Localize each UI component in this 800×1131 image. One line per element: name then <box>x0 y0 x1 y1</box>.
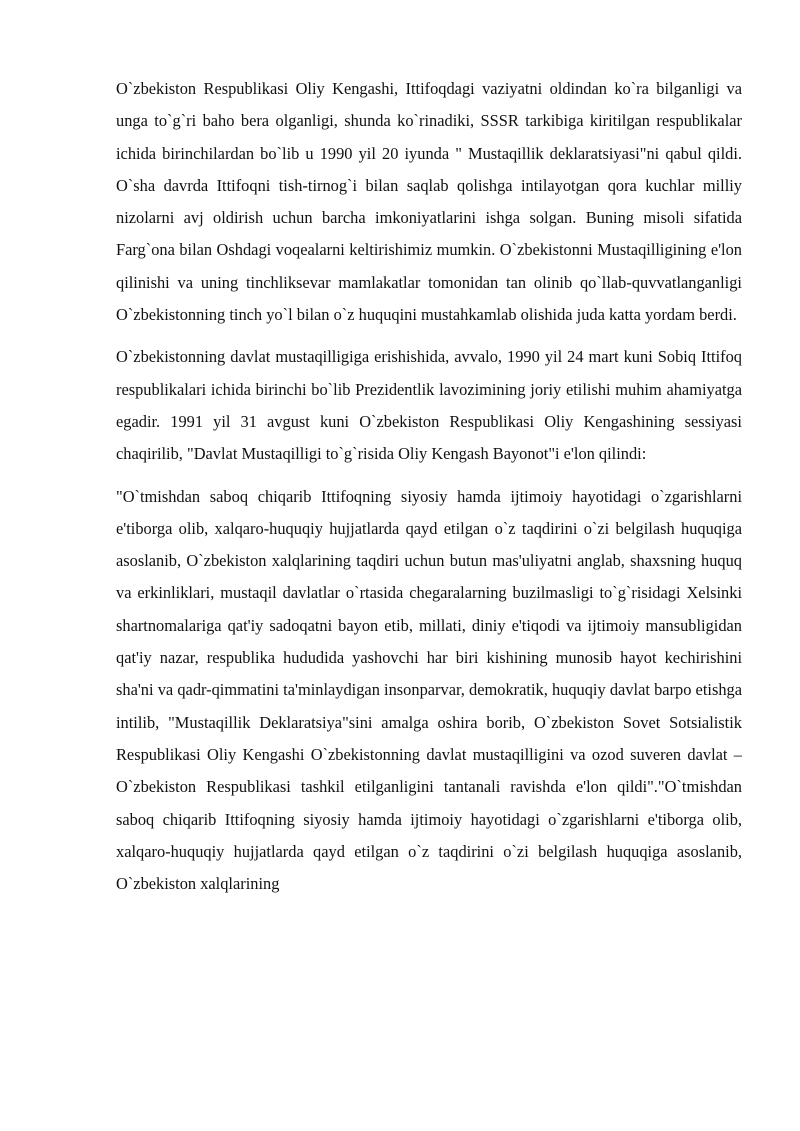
paragraph-3: "O`tmishdan saboq chiqarib Ittifoqning siyosiy hamda ijtimoiy hayotidagi o`zgarishlarni e'tiborga olib, xalqaro-huquqiy hujjatlarda qayd etilgan o`z taqdirini o`zi belgilash huquqiga asoslanib, O`zbekiston xalqlarining taqdiri uchun butun mas'uliyatni anglab, shaxsning huquq va erkinliklari, mustaqil davlatlar o`rtasida chegaralarning buzilmasligi to`g`risidagi Xelsinki shartnomalariga qat'iy sadoqatni bayon etib, millati, diniy e'tiqodi va ijtimoiy mansubligidan qat'iy nazar, respublika hududida yashovchi har biri kishining munosib hayot kechirishini sha'ni va qadr-qimmatini ta'minlaydigan insonparvar, demokratik, huquqiy davlat barpo etishga intilib, "Mustaqillik Deklaratsiya"sini amalga oshira borib, O`zbekiston Sovet Sotsialistik Respublikasi Oliy Kengashi O`zbekistonning davlat mustaqilligini va ozod suveren davlat – O`zbekiston Respublikasi tashkil etilganligini tantanali ravishda e'lon qildi"."O`tmishdan saboq chiqarib Ittifoqning siyosiy hamda ijtimoiy hayotidagi o`zgarishlarni e'tiborga olib, xalqaro-huquqiy hujjatlarda qayd etilgan o`z taqdirini o`zi belgilash huquqiga asoslanib, O`zbekiston xalqlarining <box>116 486 742 894</box>
paragraph-2: O`zbekistonning davlat mustaqilligiga erishishida, avvalo, 1990 yil 24 mart kuni Sobiq Ittifoq respublikalari ichida birinchi bo`lib Prezidentlik lavozimining joriy etilishi muhim ahamiyatga egadir. 1991 yil 31 avgust kuni O`zbekiston Respublikasi Oliy Kengashining sessiyasi chaqirilib, "Davlat Mustaqilligi to`g`risida Oliy Kengash Bayonot"i e'lon qilindi: <box>116 347 742 464</box>
document-page <box>116 73 742 910</box>
paragraph-1: O`zbekiston Respublikasi Oliy Kengashi, Ittifoqdagi vaziyatni oldindan ko`ra bilganligi va unga to`g`ri baho bera olganligi, shunda ko`rinadiki, SSSR tarkibiga kiritilgan respublikalar ichida birinchilardan bo`lib u 1990 yil 20 iyunda " Mustaqillik deklaratsiyasi"ni qabul qildi. O`sha davrda Ittifoqni tish-tirnog`i bilan saqlab qolishga intilayotgan qora kuchlar milliy nizolarni avj oldirish uchun barcha imkoniyatlarini ishga solgan. Buning misoli sifatida Farg`ona bilan Oshdagi voqealarni keltirishimiz mumkin. O`zbekistonni Mustaqilligining e'lon qilinishi va uning tinchliksevar mamlakatlar tomonidan tan olinib qo`llab-quvvatlanganligi O`zbekistonning tinch yo`l bilan o`z huquqini mustahkamlab olishida juda katta yordam berdi. <box>116 79 742 325</box>
